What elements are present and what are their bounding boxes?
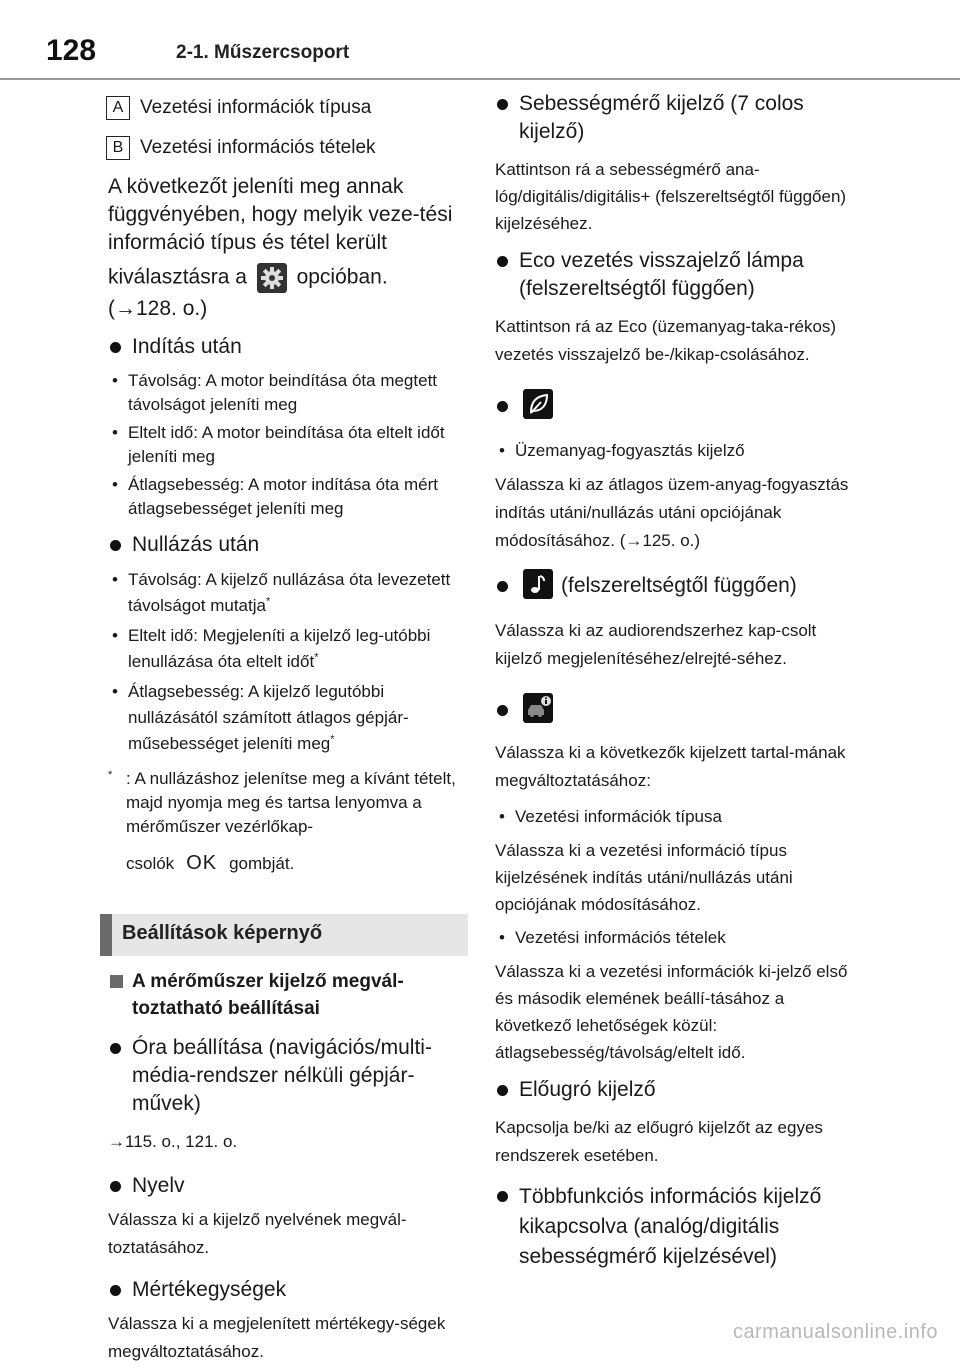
bullet-dot [497,1191,508,1202]
gear-icon [257,263,287,293]
bullet-dot [497,99,508,110]
subsection-heading [108,968,468,1022]
leaf-item [495,389,865,423]
eco-text: Kattintson rá az Eco (üzemanyag-taka-rékos) vezetés visszajelző be-/kikap-csolásához. [495,317,837,364]
footnote-mark: * [314,651,319,664]
list-item: • Átlagsebesség: A kijelző legutóbbi nullázásától számított átlagos gépjár-műsebességet jeleníti meg* [112,682,409,753]
list-item: • Vezetési információk típusa [499,807,722,826]
bullet-dot [110,1285,121,1296]
list-item-text: Vezetési információs tételek [515,928,726,947]
bullet-dot [497,1085,508,1096]
section-title: Beállítások képernyő [122,922,323,944]
intro-text-b: opcióban. [296,265,388,289]
list-item: • Üzemanyag-fogyasztás kijelző [499,441,745,460]
bullet-dot [110,342,121,353]
units-text: Válassza ki a megjelenített mértékegy-ségek megváltoztatásához. [108,1314,446,1361]
list-item-text: Vezetési információk típusa [515,807,722,826]
list-item: • Átlagsebesség: A motor indítása óta mért átlagsebességet jeleníti meg [112,475,438,518]
bullet-dot [110,1043,121,1054]
label-a-row [108,94,468,121]
popup-text: Kapcsolja be/ki az előugró kijelzőt az egyes rendszerek esetében. [495,1118,823,1165]
subsection-heading-text: A mérőműszer kijelző megvál-toztatható beállításai [132,971,404,1019]
intro-line-2 [108,263,468,293]
after-start-heading-text: Indítás után [132,335,242,358]
car-info-icon [523,693,553,723]
clock-ref: →115. o., 121. o. [108,1132,238,1151]
fuel-text: Válassza ki az átlagos üzem-anyag-fogyasztás indítás utáni/nullázás utáni opciójának módosításához. (→125. o.) [495,475,849,550]
info-text-2: Válassza ki a vezetési információk ki-jelző első és második elemének beállí-tásához a következő lehetőségek közül: átlagsebesség/távolság/eltelt idő. [495,962,848,1062]
footnote-text-a: csolók [126,854,175,873]
bullet-dot [497,256,508,267]
footnote-text-b: gombját. [229,854,295,873]
list-item: • Eltelt idő: A motor beindítása óta eltelt időt jeleníti meg [112,423,445,466]
multi-heading [495,1182,865,1272]
right-column [495,90,865,1272]
footnote-line-2 [108,851,468,876]
audio-text: Válassza ki az audiorendszerhez kap-csolt kijelző megjelenítéséhez/elrejté-séhez. [495,621,817,668]
clock-heading [108,1034,468,1118]
page-header [0,0,960,80]
info-text-1: Válassza ki a vezetési információ típus kijelzésének indítás utáni/nullázás utáni opciójának módosításához. [495,841,793,914]
left-column [108,90,468,1366]
eco-heading [495,247,865,303]
label-b-row [108,134,468,161]
footnote-mark: * [265,595,271,608]
clock-heading-text: Óra beállítása (navigációs/multi-média-rendszer nélküli gépjár-művek) [132,1036,432,1115]
label-b-text: Vezetési információs tételek [140,137,376,158]
footnote-text: : A nullázáshoz jelenítse meg a kívánt tételt, majd nyomja meg és tartsa lenyomva a mérőműszer vezérlőkap- [126,769,456,836]
list-item-text: Átlagsebesség: A kijelző legutóbbi nullázásától számított átlagos gépjár-műsebességet jeleníti meg [128,682,409,753]
eco-heading-text: Eco vezetés visszajelző lámpa (felszereltségtől függően) [519,249,804,300]
list-item: • Eltelt idő: Megjeleníti a kijelző leg-utóbbi lenullázása óta eltelt időt* [112,626,431,671]
after-start-heading [108,333,468,361]
square-bullet [110,975,123,988]
page-number: 128 [46,34,97,67]
language-text: Válassza ki a kijelző nyelvének megvál-toztatásához. [108,1210,407,1257]
language-heading [108,1172,468,1200]
units-heading-text: Mértékegységek [132,1278,287,1301]
speedo-text: Kattintson rá a sebességmérő ana-lóg/digitális/digitális+ (felszereltségtől függően) kijelzéséhez. [495,160,847,233]
intro-text-a: kiválasztásra a [108,265,247,289]
language-heading-text: Nyelv [132,1174,185,1197]
chapter-title: 2-1. Műszercsoport [176,42,350,63]
section-title-bar [100,914,468,956]
audio-heading-text: (felszereltségtől függően) [561,574,797,597]
list-item-text: Üzemanyag-fogyasztás kijelző [515,441,745,460]
after-reset-heading-text: Nullázás után [132,533,260,556]
after-reset-heading [108,531,468,559]
bullet-dot [497,581,508,592]
multi-heading-text: Többfunkciós információs kijelző kikapcsolva (analóg/digitális sebességmérő kijelzésével) [519,1185,822,1268]
footnote: * : A nullázáshoz jelenítse meg a kívánt tételt, majd nyomja meg és tartsa lenyomva a mérőműszer vezérlőkap- [108,769,456,836]
bullet-dot [497,401,508,412]
label-a-text: Vezetési információk típusa [140,97,372,118]
bullet-dot [110,1181,121,1192]
speedo-heading [495,90,865,146]
footnote-mark: * [330,733,335,746]
list-item-text: Eltelt idő: Megjeleníti a kijelző leg-utóbbi lenullázása óta eltelt időt [128,626,431,671]
list-item-text: Távolság: A motor beindítása óta megtett távolságot jeleníti meg [128,371,438,414]
music-note-icon [523,569,553,599]
popup-heading [495,1076,865,1104]
units-heading [108,1276,468,1304]
intro-paragraph: A következőt jeleníti meg annak függvényében, hogy melyik veze-tési információ típus és tétel került [108,175,453,254]
list-item-text: Távolság: A kijelző nullázása óta levezetett távolságot mutatja [128,570,451,615]
bullet-dot [497,705,508,716]
ok-button-glyph: OK [186,852,218,874]
label-b-box: B [106,136,130,160]
watermark: carmanualsonline.info [732,1321,938,1343]
audio-heading [495,569,865,603]
intro-ref: (→128. o.) [108,297,208,320]
list-item: • Távolság: A motor beindítása óta megtett távolságot jeleníti meg [112,371,438,414]
list-item: • Vezetési információs tételek [499,928,726,947]
popup-heading-text: Előugró kijelző [519,1078,656,1101]
header-rule [0,78,960,80]
info-text: Válassza ki a következők kijelzett tartal-mának megváltoztatásához: [495,743,846,790]
list-item-text: Átlagsebesség: A motor indítása óta mért átlagsebességet jeleníti meg [128,475,438,518]
speedo-heading-text: Sebességmérő kijelző (7 colos kijelző) [519,92,804,143]
bullet-dot [110,540,121,551]
label-a-box: A [106,96,130,120]
list-item: • Távolság: A kijelző nullázása óta levezetett távolságot mutatja* [112,570,451,615]
leaf-icon [523,389,553,419]
info-item [495,693,865,727]
list-item-text: Eltelt idő: A motor beindítása óta eltelt időt jeleníti meg [128,423,445,466]
